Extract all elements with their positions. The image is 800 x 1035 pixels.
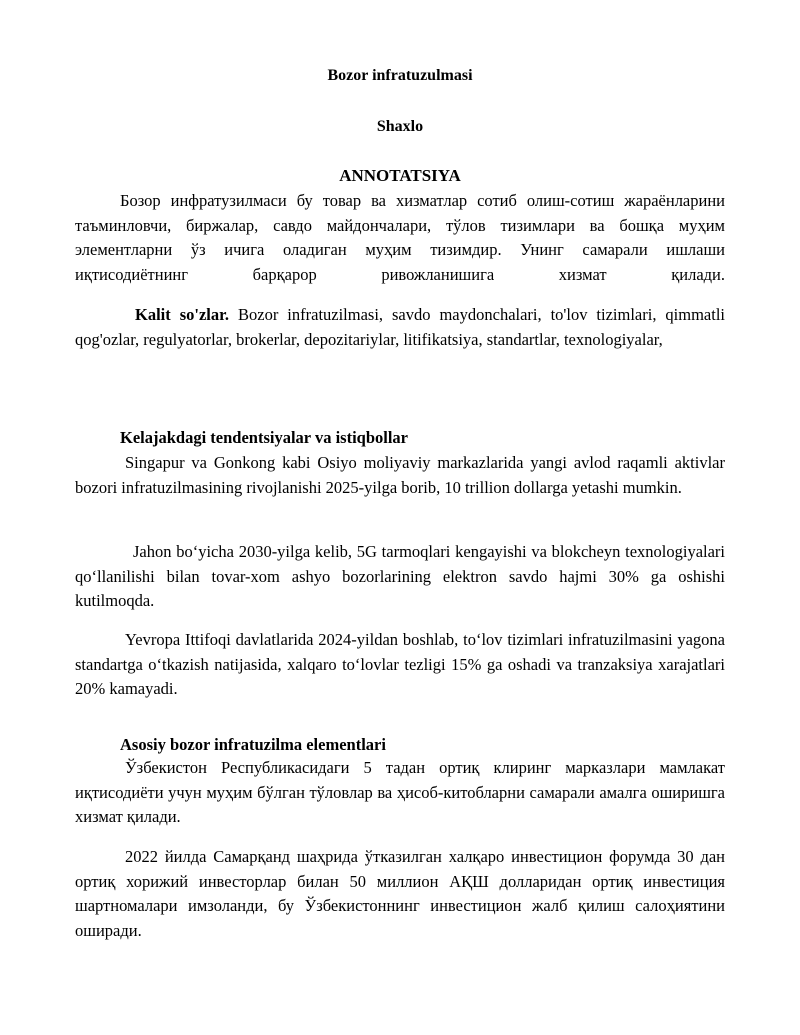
paragraph-eu-payments: Yevropa Ittifoqi davlatlarida 2024-yildan boshlab, to‘lov tizimlari infratuzilmasini yagona standartga o‘tkazish natijasida, xalqaro to‘lovlar tezligi 15% ga oshadi va tranzaksiya xarajatlari 20% kamayadi. [75, 630, 725, 698]
annotation-heading: ANNOTATSIYA [339, 166, 461, 185]
annotation-text: Бозор инфратузилмаси бу товар ва хизматлар сотиб олиш-сотиш жараёнларини таъминловчи, биржалар, савдо майдончалари, тўлов тизимлари ва бошқа муҳим элементларни ўз ичига оладиган муҳим тизимдир. Унинг самарали ишлаши иқтисодиётнинг барқарор ривожланишига хизмат қилади. [75, 191, 725, 284]
paragraph-digital-assets: Singapur va Gonkong kabi Osiyo moliyaviy markazlarida yangi avlod raqamli aktivlar bozori infratuzilmasining rivojlanishi 2025-yilga borib, 10 trillion dollarga yetashi mumkin. [75, 453, 725, 497]
author-name: Shaxlo [376, 118, 424, 135]
keywords-label: Kalit so'zlar. [135, 305, 230, 324]
document-title: Bozor infratuzulmasi [327, 67, 473, 84]
paragraph-clearing-centers: Ўзбекистон Республикасидаги 5 тадан ортиқ клиринг марказлари мамлакат иқтисодиёти учун муҳим бўлган тўловлар ва ҳисоб-китобларни самарали амалга оширишга хизмат қилади. [75, 758, 725, 826]
keywords-text: Bozor infratuzilmasi, savdo maydonchalari, to'lov tizimlari, qimmatli qog'ozlar, regulyatorlar, brokerlar, depozitariylar, litifikatsiya, standartlar, texnologiyalar, [75, 305, 725, 349]
paragraph-investment-forum: 2022 йилда Самарқанд шаҳрида ўтказилган халқаро инвестицион форумда 30 дан ортиқ хорижий инвесторлар билан 50 миллион АҚШ долларидан ортиқ инвестиция шартномалари имзоланди, бу Ўзбекистоннинг инвестицион жалб қилиш салоҳиятини оширади. [75, 847, 725, 940]
section-heading-trends: Kelajakdagi tendentsiyalar va istiqbollar [120, 428, 409, 447]
keywords-paragraph [75, 303, 725, 352]
paragraph-5g-blockchain: Jahon bo‘yicha 2030-yilga kelib, 5G tarmoqlari kengayishi va blokcheyn texnologiyalari qo‘llanilishi bilan tovar-xom ashyo bozorlarining elektron savdo hajmi 30% ga oshishi kutilmoqda. [75, 542, 725, 610]
section-heading-elements: Asosiy bozor infratuzilma elementlari [120, 735, 386, 754]
